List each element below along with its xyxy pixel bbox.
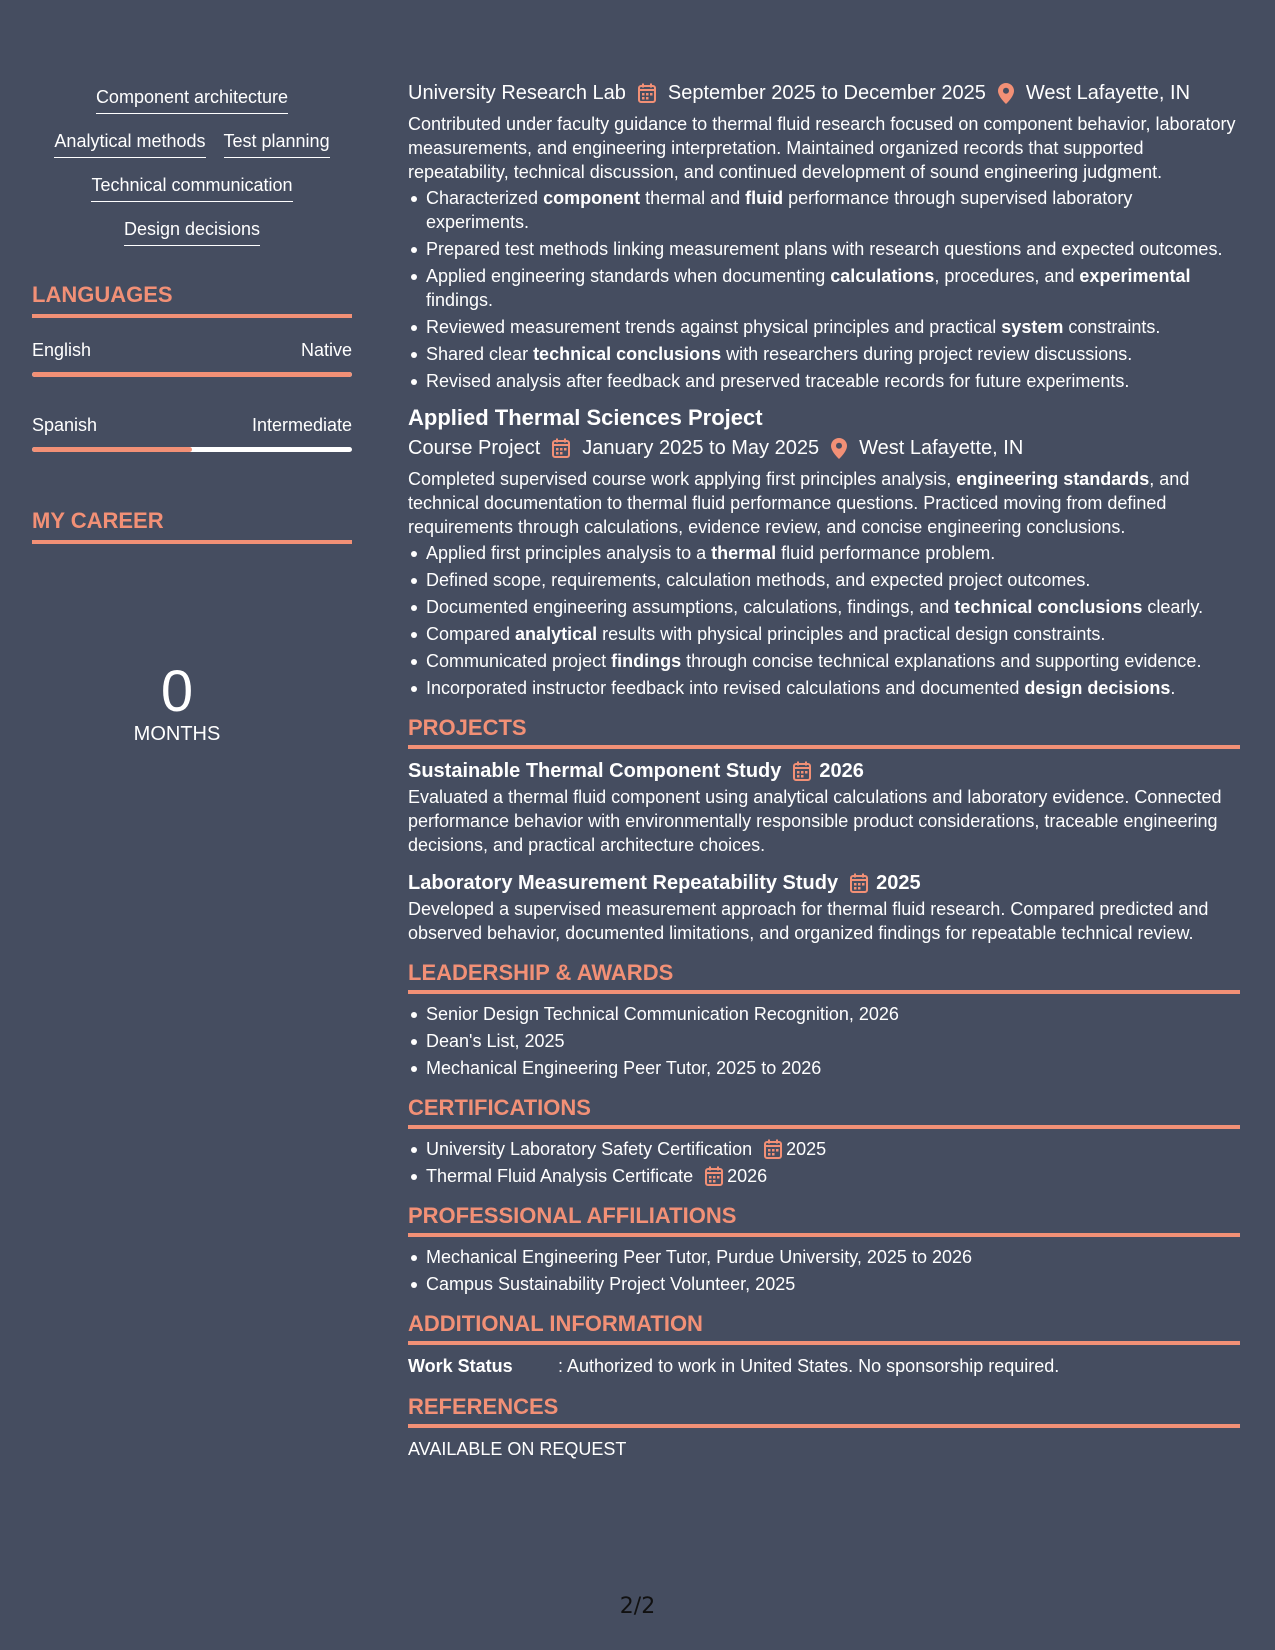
calendar-icon (638, 83, 656, 103)
list-item: Senior Design Technical Communication Recognition, 2026 (408, 1002, 1240, 1026)
calendar-icon (552, 438, 570, 458)
references-heading: REFERENCES (408, 1393, 1240, 1428)
awards-list (408, 1002, 1240, 1080)
bold-keyword: component (543, 188, 641, 208)
bold-keyword: system (1001, 317, 1064, 337)
experience-location: West Lafayette, IN (1025, 82, 1191, 104)
project-description: Developed a supervised measurement approach for thermal fluid research. Compared predicted and observed behavior, documented limitations, and organized findings for repeatable technical review. (408, 899, 1209, 943)
bold-keyword: design decisions (1024, 678, 1171, 698)
certifications-list (408, 1137, 1240, 1188)
language-proficiency-fill (32, 372, 352, 377)
career-counter (32, 659, 322, 746)
work-status-row (408, 1353, 1240, 1379)
experience-meta (408, 433, 1240, 463)
certification-year: 2025 (786, 1139, 827, 1159)
bullet-item: Defined scope, requirements, calculation methods, and expected project outcomes. (408, 568, 1240, 592)
affiliations-heading: PROFESSIONAL AFFILIATIONS (408, 1202, 1240, 1237)
bold-keyword: thermal (711, 543, 777, 563)
bold-keyword: findings (611, 651, 682, 671)
language-item (32, 338, 352, 377)
experience-entry (408, 403, 1240, 700)
bullet-item: Revised analysis after feedback and preserved traceable records for future experiments. (408, 369, 1240, 393)
additional-heading: ADDITIONAL INFORMATION (408, 1310, 1240, 1345)
project-year: 2025 (876, 872, 921, 894)
affiliations-list (408, 1245, 1240, 1296)
page-number: 2/2 (619, 1594, 656, 1619)
skill-tag: Technical communication (91, 172, 292, 202)
bold-keyword: technical conclusions (954, 597, 1143, 617)
project-year: 2026 (819, 760, 864, 782)
experience-dates: January 2025 to May 2025 (582, 437, 820, 459)
calendar-icon (793, 761, 811, 781)
bold-keyword: experimental (1079, 266, 1191, 286)
skills-list (32, 84, 352, 246)
map-pin-icon (998, 83, 1014, 104)
certification-name: Thermal Fluid Analysis Certificate (426, 1166, 694, 1186)
bold-keyword: technical conclusions (533, 344, 722, 364)
bullet-item: Documented engineering assumptions, calculations, findings, and technical conclusions clearly. (408, 595, 1240, 619)
list-item: Dean's List, 2025 (408, 1029, 1240, 1053)
list-item (408, 1137, 1240, 1161)
experience-org: Course Project (408, 437, 541, 459)
language-name: English (32, 340, 92, 360)
bold-keyword: engineering standards (956, 469, 1150, 489)
bold-keyword: analytical (515, 624, 598, 644)
bullet-item: Prepared test methods linking measurement plans with research questions and expected outcomes. (408, 237, 1240, 261)
language-proficiency-bar (32, 447, 352, 452)
language-proficiency-fill (32, 447, 192, 452)
work-status-label: Work Status (408, 1356, 513, 1376)
bullet-item: Characterized component thermal and fluid performance through supervised laboratory experiments. (408, 186, 1240, 234)
bullet-item: Reviewed measurement trends against physical principles and practical system constraints. (408, 315, 1240, 339)
experience-location: West Lafayette, IN (859, 437, 1024, 459)
project-title: Sustainable Thermal Component Study (408, 760, 782, 782)
list-item: Mechanical Engineering Peer Tutor, 2025 to 2026 (408, 1056, 1240, 1080)
project-description: Evaluated a thermal fluid component using analytical calculations and laboratory evidence. Connected performance behavior with environmentally responsible product considerations, traceable engineering decisions, and practical architecture choices. (408, 787, 1222, 855)
bullet-item: Shared clear technical conclusions with researchers during project review discussions. (408, 342, 1240, 366)
list-item (408, 1164, 1240, 1188)
bold-keyword: calculations (830, 266, 935, 286)
bullet-item: Communicated project findings through concise technical explanations and supporting evidence. (408, 649, 1240, 673)
languages-heading: LANGUAGES (32, 282, 352, 318)
skill-tag: Design decisions (124, 216, 260, 246)
project-item (408, 757, 1240, 857)
language-level: Native (300, 340, 352, 360)
project-item (408, 869, 1240, 945)
language-proficiency-bar (32, 372, 352, 377)
experience-entry (408, 78, 1240, 393)
experience-org: University Research Lab (408, 82, 626, 104)
certification-year: 2026 (727, 1166, 768, 1186)
certification-name: University Laboratory Safety Certification (426, 1139, 753, 1159)
experience-bullets (408, 186, 1240, 393)
projects-heading: PROJECTS (408, 714, 1240, 749)
calendar-icon (705, 1166, 723, 1186)
experience-dates: September 2025 to December 2025 (667, 82, 986, 104)
bold-keyword: fluid (745, 188, 784, 208)
career-months-unit: MONTHS (133, 723, 221, 745)
list-item: Mechanical Engineering Peer Tutor, Purdue University, 2025 to 2026 (408, 1245, 1240, 1269)
experience-meta (408, 78, 1240, 108)
language-level: Intermediate (251, 415, 352, 435)
work-status-value: : Authorized to work in United States. No sponsorship required. (558, 1356, 1060, 1376)
skill-tag: Component architecture (96, 84, 288, 114)
awards-heading: LEADERSHIP & AWARDS (408, 959, 1240, 994)
map-pin-icon (831, 438, 847, 459)
language-name: Spanish (32, 415, 98, 435)
career-months-value: 0 (160, 659, 194, 724)
skill-tag: Test planning (224, 128, 330, 158)
bullet-item: Compared analytical results with physical principles and practical design constraints. (408, 622, 1240, 646)
bullet-item: Applied first principles analysis to a thermal fluid performance problem. (408, 541, 1240, 565)
experience-description: Contributed under faculty guidance to thermal fluid research focused on component behavior, laboratory measurements, and engineering interpretation. Maintained organized records that supported repeatability, technical discussion, and continued development of sound engineering judgment. (408, 114, 1236, 182)
project-title: Laboratory Measurement Repeatability Study (408, 872, 839, 894)
skill-tag: Analytical methods (54, 128, 205, 158)
language-item (32, 413, 352, 452)
right-column (408, 78, 1240, 1462)
experience-title: Applied Thermal Sciences Project (408, 405, 763, 430)
bullet-item: Applied engineering standards when documenting calculations, procedures, and experimental findings. (408, 264, 1240, 312)
experience-description: Completed supervised course work applying first principles analysis, engineering standards, and technical documentation to thermal fluid performance questions. Practiced moving from defined requirements through calculations, evidence review, and concise engineering conclusions. (408, 469, 1190, 537)
list-item: Campus Sustainability Project Volunteer, 2025 (408, 1272, 1240, 1296)
calendar-icon (764, 1139, 782, 1159)
left-column (32, 84, 352, 746)
calendar-icon (850, 873, 868, 893)
certifications-heading: CERTIFICATIONS (408, 1094, 1240, 1129)
references-text: AVAILABLE ON REQUEST (408, 1439, 627, 1459)
bullet-item: Incorporated instructor feedback into revised calculations and documented design decisions. (408, 676, 1240, 700)
experience-bullets (408, 541, 1240, 700)
career-section (32, 508, 352, 746)
career-heading: MY CAREER (32, 508, 352, 544)
languages-section (32, 282, 352, 452)
